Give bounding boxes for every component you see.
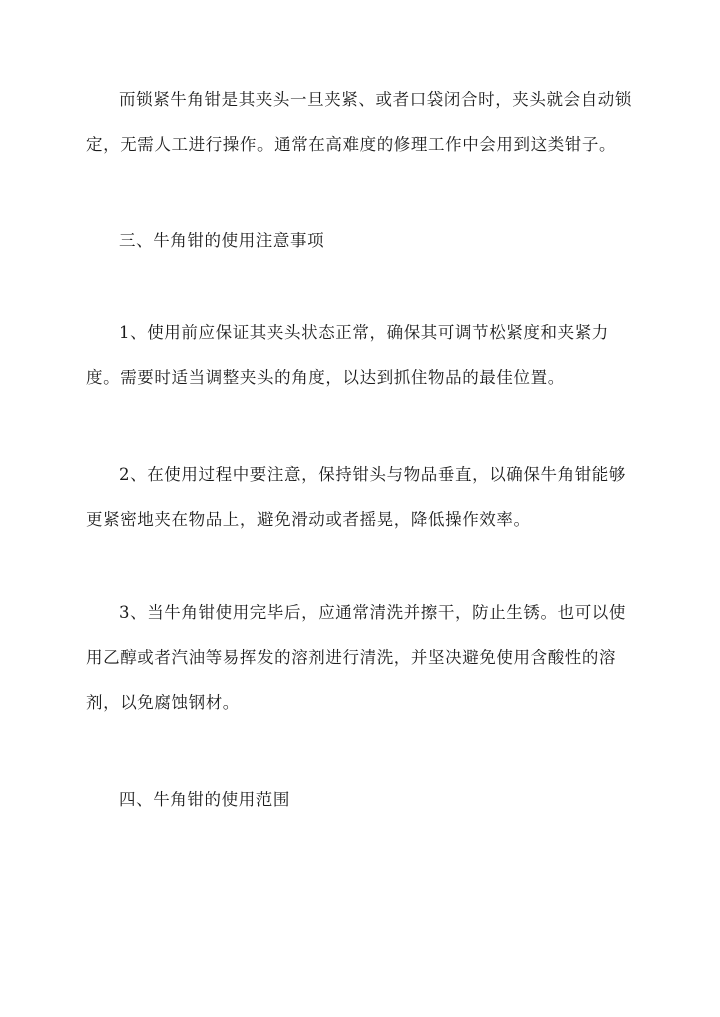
- section-heading-scope: 四、牛角钳的使用范围: [119, 790, 290, 809]
- precaution-item-1: 1、使用前应保证其夹头状态正常，确保其可调节松紧度和夹紧力度。需要时适当调整夹头的角度，以达到抓住物品的最佳位置。: [86, 323, 609, 387]
- paragraph-locking-pliers: 而锁紧牛角钳是其夹头一旦夹紧、或者口袋闭合时，夹头就会自动锁定，无需人工进行操作。通常在高难度的修理工作中会用到这类钳子。: [86, 90, 632, 154]
- precaution-item-2: 2、在使用过程中要注意，保持钳头与物品垂直，以确保牛角钳能够更紧密地夹在物品上，避免滑动或者摇晃，降低操作效率。: [86, 465, 626, 529]
- section-heading-precautions: 三、牛角钳的使用注意事项: [119, 231, 325, 250]
- precaution-item-3: 3、当牛角钳使用完毕后，应通常清洗并擦干，防止生锈。也可以使用乙醇或者汽油等易挥发的溶剂进行清洗，并坚决避免使用含酸性的溶剂，以免腐蚀钢材。: [86, 603, 626, 712]
